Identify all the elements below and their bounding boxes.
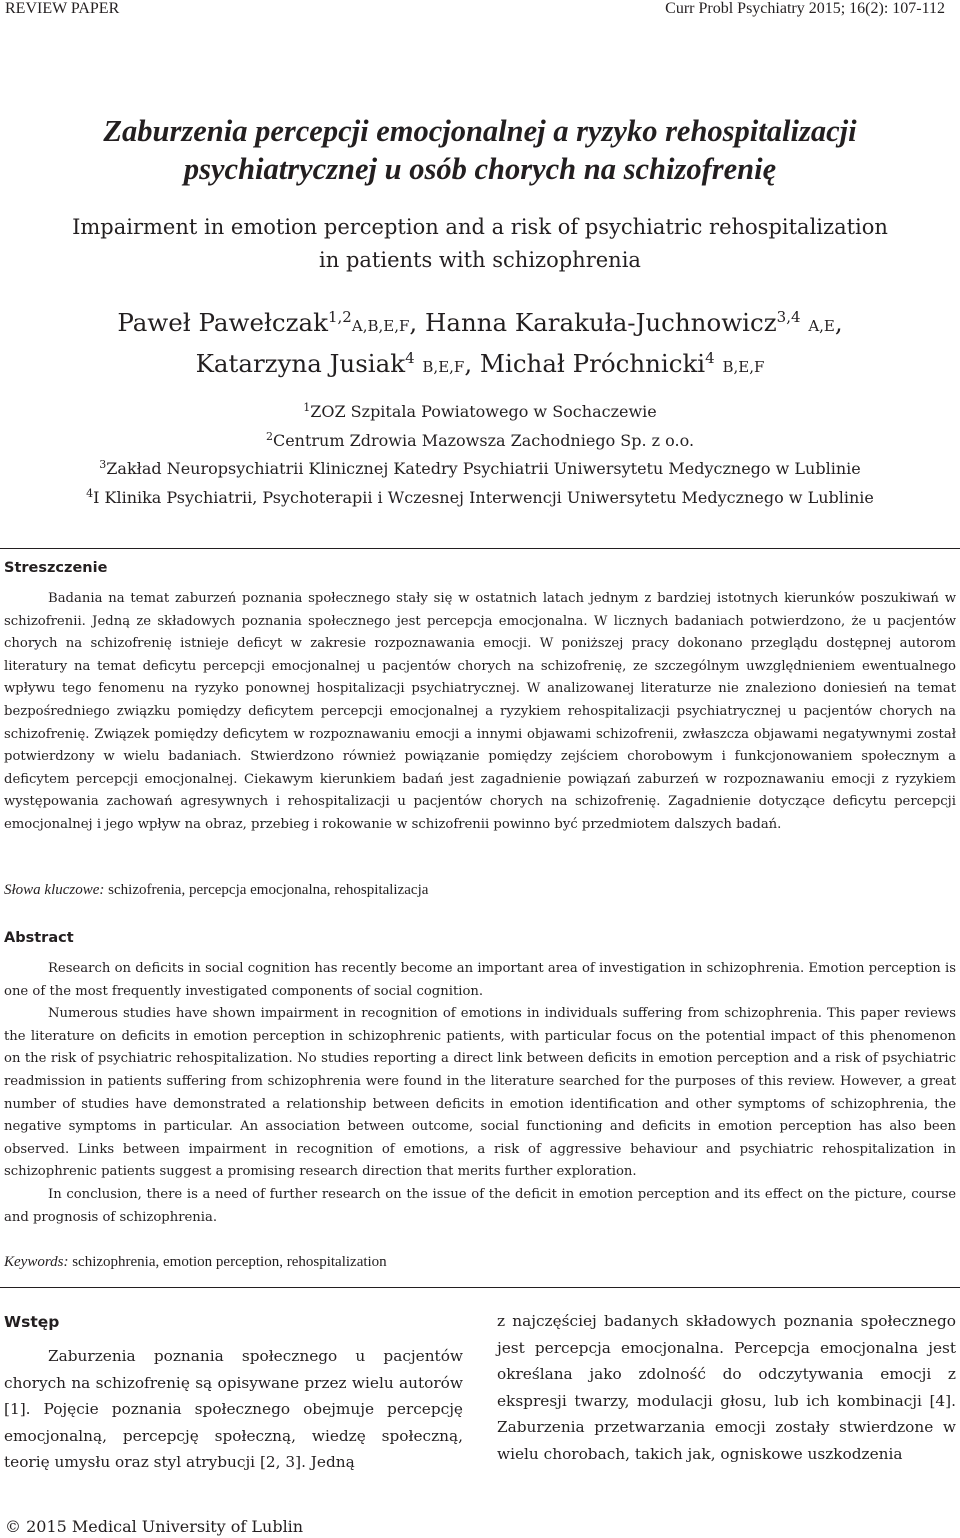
- streszczenie-body: Badania na temat zaburzeń poznania społecznego stały się w ostatnich latach jednym z bardziej istotnych kierunków poszukiwań w schizofrenii. Jedną ze składowych poznania społecznego jest percepcja emocjonalna. W licznych badaniach potwierdzono, że u pacjentów chorych na schizofrenię istnieje deficyt w zakresie rozpoznawania emocji. W poniższej pracy dokonano przeglądu dostępnej autorom literatury na temat deficytu percepcji emocjonalnej u pacjentów chorych na schizofrenię, ze szczególnym uwzględnieniem ewentualnego wpływu tego fenomenu na ryzyko ponownej hospitalizacji psychiatrycznej. W analizowanej literaturze nie znaleziono doniesień na temat bezpośredniego związku pomiędzy deficytem percepcji emocjonalnej a ryzykiem rehospitalizacji psychiatrycznej u pacjentów chorych na schizofrenię. Związek pomiędzy deficytem w rozpoznawaniu emocji a innymi objawami schizofrenii, zwłaszcza objawami negatywnymi został potwierdzony w wielu badaniach. Stwierdzono również powiązanie pomiędzy zejściem chorobowym i funkcjonowaniem społecznym a deficytem percepcji emocjonalnej. Ciekawym kierunkiem badań jest zagadnienie powiązań zaburzeń w rozpoznawaniu emocji z ryzykiem występowania zachowań agresywnych i rehospitalizacji u pacjentów chorych na schizofrenię. Zagadnienie dotyczące deficytu percepcji emocjonalnej i jego wpływ na obraz, przebieg i rokowanie w schizofrenii powinno być przedmiotem dalszych badań.: [4, 591, 956, 832]
- affiliation-text: Centrum Zdrowia Mazowsza Zachodniego Sp. z o.o.: [272, 430, 695, 450]
- article-title: [0, 112, 960, 188]
- journal-citation: Curr Probl Psychiatry 2015; 16(2): 107-112: [665, 0, 945, 17]
- author-line-2: Katarzyna Jusiak$^4$ B,E,F, Michał Próchnicki$^4$ B,E,F: [195, 349, 765, 378]
- streszczenie-text: [4, 588, 956, 837]
- author-name: Katarzyna Jusiak: [195, 349, 406, 378]
- streszczenie-heading: Streszczenie: [4, 560, 108, 576]
- wstep-left-column: [4, 1343, 463, 1476]
- affiliation: [0, 455, 960, 484]
- affiliation-number: 1: [303, 401, 311, 414]
- slowa-kluczowe: [4, 882, 428, 899]
- author-line-1: Paweł Pawełczak$^{1,2}$A,B,E,F, Hanna Karakuła-Juchnowicz$^{3,4}$ A,E,: [117, 308, 843, 337]
- section-divider: [0, 1287, 960, 1288]
- slowa-kluczowe-text: schizofrenia, percepcja emocjonalna, rehospitalizacja: [108, 882, 429, 898]
- abstract-paragraph-2: [4, 1003, 956, 1184]
- author-contribution: A,B,E,F: [351, 317, 410, 335]
- abstract-paragraph-3: [4, 1184, 956, 1229]
- author-name: Michał Próchnicki: [479, 349, 706, 378]
- keywords: [4, 1254, 387, 1271]
- affiliation-text: Zakład Neuropsychiatrii Klinicznej Katedry Psychiatrii Uniwersytetu Medycznego w Lublinie: [106, 459, 861, 478]
- wstep-right-text: z najczęściej badanych składowych poznania społecznego jest percepcja emocjonalna. Percepcja emocjonalna jest określana jako zdolność do odczytywania emocji z ekspresji twarzy, modulacji głosu, lub ich kombinacji [4]. Zaburzenia przetwarzania emocji zostały stwierdzone w wielu chorobach, takich jak, ogniskowe uszkodzenia: [497, 1312, 956, 1463]
- affiliation: [0, 398, 960, 427]
- affiliation: [0, 427, 960, 456]
- title-line-1: Zaburzenia percepcji emocjonalnej a ryzyko rehospitalizacji: [103, 114, 857, 148]
- title-line-2: psychiatrycznej u osób chorych na schizofrenię: [183, 152, 777, 186]
- slowa-kluczowe-label: Słowa kluczowe:: [4, 882, 105, 898]
- section-divider: [0, 548, 960, 549]
- copyright-footer: © 2015 Medical University of Lublin: [5, 1517, 304, 1536]
- abstract-text: [4, 958, 956, 1229]
- affiliation: [0, 484, 960, 513]
- article-subtitle: [0, 211, 960, 277]
- author-list: [0, 304, 960, 386]
- abstract-paragraph-1: [4, 958, 956, 1003]
- wstep-right-column: [497, 1308, 956, 1467]
- affiliation-text: I Klinika Psychiatrii, Psychoterapii i Wczesnej Interwencji Uniwersytetu Medycznego w Lublinie: [93, 487, 874, 507]
- abstract-p2: Numerous studies have shown impairment in recognition of emotions in individuals suffering from schizophrenia. This paper reviews the literature on deficits in emotion perception in schizophrenic patients, with particular focus on the potential impact of this phenomenon on the risk of psychiatric rehospitalization. No studies reporting a direct link between deficits in emotion perception and a risk of psychiatric readmission in patients suffering from schizophrenia were found in the literature searched for the purposes of this review. However, a great number of studies have demonstrated a relationship between deficits in emotion identification and other symptoms of schizophrenia, the negative symptoms in particular. An association between outcome, social functioning and deficits in emotion perception has also been observed. Links between impairment in recognition of emotions, a risk of aggressive behaviour and psychiatric rehospitalization in schizophrenic patients suggest a promising research direction that merits further exploration.: [4, 1006, 956, 1180]
- keywords-text: schizophrenia, emotion perception, rehospitalization: [72, 1254, 387, 1270]
- abstract-p1: Research on deficits in social cognition has recently become an important area of investigation in schizophrenia. Emotion perception is one of the most frequently investigated components of social cognition.: [4, 961, 956, 999]
- author-contribution: B,E,F: [422, 358, 465, 376]
- abstract-p3: In conclusion, there is a need of further research on the issue of the deficit in emotion perception and its effect on the picture, course and prognosis of schizophrenia.: [4, 1186, 956, 1225]
- keywords-label: Keywords:: [4, 1254, 69, 1270]
- author-contribution: B,E,F: [722, 358, 765, 376]
- subtitle-line-2: in patients with schizophrenia: [319, 248, 641, 272]
- affiliation-number: 3: [99, 458, 107, 471]
- abstract-heading: Abstract: [4, 930, 74, 946]
- author-affiliation-number: 1,2: [328, 308, 352, 326]
- affiliation-number: 4: [86, 486, 94, 500]
- affiliation-text: ZOZ Szpitala Powiatowego w Sochaczewie: [310, 402, 657, 421]
- author-name: Paweł Pawełczak: [117, 308, 328, 337]
- author-contribution: A,E: [808, 317, 835, 335]
- author-name: Hanna Karakuła-Juchnowicz: [424, 308, 777, 337]
- wstep-heading: Wstęp: [4, 1313, 60, 1331]
- affiliation-list: [0, 398, 960, 512]
- affiliation-number: 2: [265, 429, 273, 443]
- subtitle-line-1: Impairment in emotion perception and a risk of psychiatric rehospitalization: [72, 215, 888, 239]
- author-affiliation-number: 3,4: [776, 308, 801, 326]
- article-type-label: REVIEW PAPER: [5, 0, 120, 17]
- wstep-left-text: Zaburzenia poznania społecznego u pacjentów chorych na schizofrenię są opisywane przez wielu autorów [1]. Pojęcie poznania społecznego obejmuje percepcję emocjonalną, percepcję społeczną, wiedzę społeczną, teorię umysłu oraz styl atrybucji [2, 3]. Jedną: [4, 1347, 463, 1471]
- author-affiliation-number: 4: [705, 349, 715, 367]
- author-affiliation-number: 4: [405, 349, 415, 367]
